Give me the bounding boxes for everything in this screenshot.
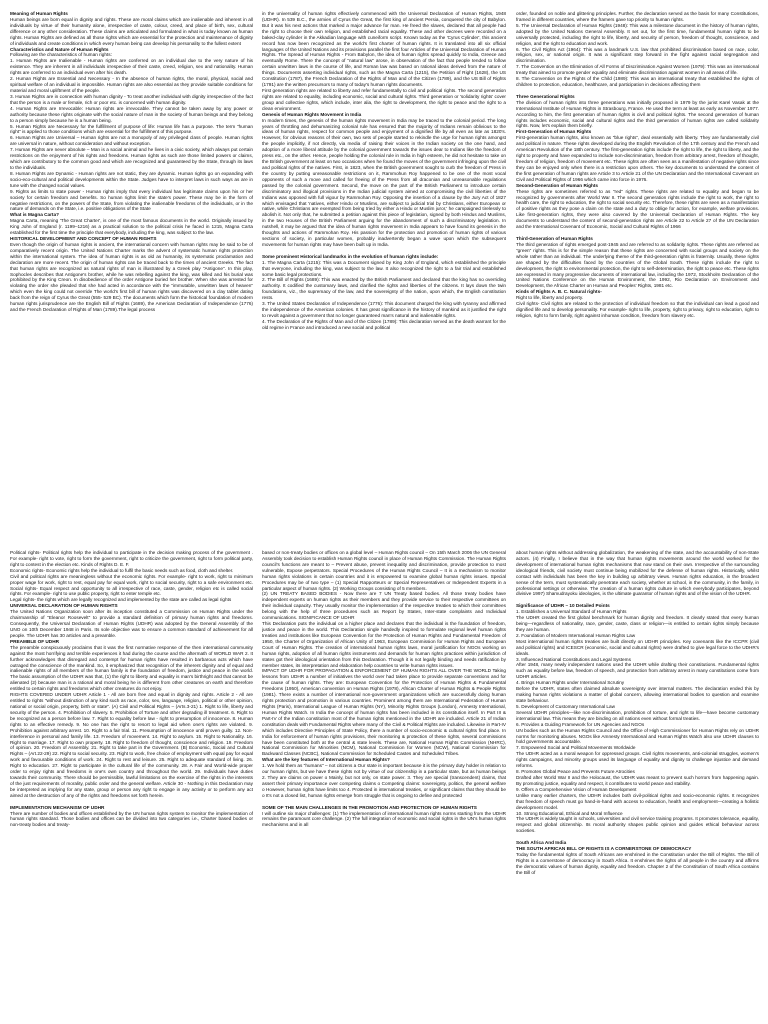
paragraph: Drafted after World War II and the Holocaust, the UDHR was meant to prevent such horrors from happening again. By promoting justice, equality and respect, it contributes to world peace and stability.: [516, 775, 759, 786]
paragraph: First generation rights are related to liberty and refer fundamentally to civil and political rights. The second generation rights are related to equality, including economic, social and cultural rights. Third generation or 'solidarity rights' cover group and collective rights, which include, inter alia, the right to development, the right to peace and the right to a clean environment.: [262, 87, 506, 111]
section-heading: Kinds of Rights A. B. C. Natural rights-: [516, 289, 602, 295]
paragraph: Magna Carta, meaning 'The Great Charter', is one of the most famous documents in the world. Originally issued by King John of England (r. 1199–1216) as a practical solution to the political crisis he faced in 1215, Magna Carta established for the first time the principle that everybody, including the king, was subject to the law.: [10, 218, 253, 236]
paragraph: Most international human rights treaties are built directly on UDHR principles. Key covenants like the ICCPR (civil and political rights) and ICESCR (economic, social and cultural rights) were drafted to give legal force to the UDHR's ideals.: [516, 638, 759, 656]
paragraph: 6. The Civil Rights Act (1964): This was a landmark U.S. law that prohibited discrimination based on race, color, religion, sex, or national origin. It was a significant step forward in the fight against racial segregation and discrimination.: [516, 46, 759, 64]
paragraph: First-generation human rights, also known as "blue rights", deal essentially with liberty. They are fundamentally civil and political in nature. These rights developed during the English Revolution of the 17th century and the French and American Revolution of the 18th century. The first-generation rights include the right to life, the right to liberty, and the right to property and have expanded to include non-discrimination, freedom from arbitrary arrest, freedom of thought, freedom of religion, freedom of movement etc. These rights are often seen as a manifestation of negative rights since they can be enjoyed only when there is a restriction upon others. The key documents to understand the content of the first generation of human rights are Article 3 to Article 21 of the UN Declaration and the International Covenant on Civil and Political Rights of 1966 which came into force in 1976.: [516, 135, 759, 182]
paragraph: 8. Human Rights are Dynamic - Human rights are not static, they are dynamic. Human rights go on expanding with socio-eco-cultural and political developments within the State. Judges have to interpret laws in such ways as are in tune with the changed social values.: [10, 170, 253, 188]
paragraph: 1. Human Rights are Inalienable - Human rights are conferred on an individual due to the very nature of his existence. They are inherent in all individuals irrespective of their caste, creed, religion, sex and nationality. Human rights are conferred to an individual even after his death.: [10, 58, 253, 76]
section-heading: Genesis of Human Rights Movement in India: [262, 111, 362, 117]
paragraph: 10. Strong Educational, Ethical and Moral Influence: [516, 810, 623, 816]
paragraph: After 1948, many newly independent nations used the UDHR while drafting their constitutions. Fundamental rights such as equality before law, freedom of speech, and protection from arbitrary arrest in many constitutions come from UDHR articles.: [516, 662, 759, 680]
paragraph: 2. Foundation of Modern International Human Rights Law: [516, 632, 636, 638]
paragraph: Unlike many earlier charters, the UDHR includes both civil-political rights and socio-economic rights. It recognizes that freedom of speech must go hand-in-hand with access to education, health and employment—creating a holistic development model.: [516, 792, 759, 810]
paragraph: There are number of bodies and offices established by the UN human rights system to monitor the implementation of human rights standard. Those bodies and offices can be divided into two categories i.e., Charter based bodies or non-treaty bodies and treaty-: [10, 810, 253, 828]
paragraph: The UDHR is widely taught in schools, universities and civil service training programs. It promotes tolerance, equality, respect and global citizenship. Its moral authority shapes public opinion and guides ethical behaviour across societies.: [516, 816, 759, 834]
section-heading: Three Generational Rights: [516, 93, 575, 99]
paragraph: (2) UN TREATY BASED BODIES - Now there are 7 UN Treaty based bodies. All those treaty bodies have independent experts on human rights as their members and they provide service to their respective committees on their individual capacity. They usually monitor the implementation of the respective treaties to which their committees belong with the help of three procedures such as Report by States, Inter-state complaints and Individual communications. SIGNIFICANCE OF UDHR: [262, 591, 506, 621]
paragraph: 3. The United States Declaration of Independence (1776): This document charged the king with tyranny and affirmed the independence of the American colonies. It has great significance in the history of mankind as it justified the right to revolt against a government that no longer guaranteed man's natural and inalienable rights.: [262, 301, 506, 318]
paragraph: 6. Human Rights are Universal – Human rights are not a monopoly of any privileged class of people. Human rights are universal in nature, without consideration and without exception.: [10, 135, 253, 147]
paragraph: Today the fundamental rights of South Africans are enshrined in the Constitution under the Bill of Rights. The Bill of Rights is a cornerstone of democracy in South Africa. It enshrines the rights of all people in the country and affirms the democratic values of human dignity, equality and freedom. Chapter 2 of the Constitution of South Africa contains the Bill of: [516, 851, 759, 875]
section-heading: Meaning of Human Rights: [10, 11, 68, 16]
paragraph: about human rights without addressing globalization, the weakening of the state, and the accountability of non-State actors. (4) Finally, I believe that in the way that human rights movements around the world worked for the development of international human rights mechanisms that now stand on their own. Irrespective of the surrounding ideological friends, civil society must continue being mobilized for the defense of human rights. Historically, whilst contact with individuals has been the key in building up arbitrary views. Human rights education, in the broadest sense of the term, must systematically penetrate each society, whether at school, in the community, in the family, in professional settings or otherwise. The creation of a human rights culture in which everybody participates, beyond divisive 1997) Shamudrayoku ideologies, is the ultimate guarantor of human rights and of the vision of the UDHR.: [516, 550, 759, 597]
paragraph: Following are the characteristics of human rights:: [10, 52, 112, 58]
section-heading: THE SOUTH AFRICAN BILL OF RIGHTS IS A CORNERSTONE OF DEMOCRACY: [516, 846, 692, 852]
paragraph: 7. Empowered Social and Political Movements Worldwide: [516, 745, 636, 751]
paragraph: The third generation of rights emerged post-1945 and are referred to as solidarity rights. These rights are referred as "green" rights. This is for the simple reason that these rights are concerned with social groups and society on the whole rather than an individual. The underlying theme of the third-generation rights is fraternity. Usually, these rights are shaped by the difficulties faced by the countries of the Global South. These rights include the right to development, the right to environmental protection, the right to self-determination, the right to peace etc. These rights are expressed in many progressive documents of international law, including the 1972, Stockholm Declaration of the United Nations Conference on the Human Environment, the 1992, Rio Declaration on Environment and Development, the African Charter on Human and Peoples' Rights, 1981 etc.: [516, 241, 759, 289]
paragraph: This Declaration puts the individual on a higher place and declares that the individual is the foundation of freedom, justice and peace in the world. This Declaration single handedly inspired to formulate regional level human rights treaties and institutions like European Convention for the Protection of Human Rights and Fundamental Freedom of 1950, the Charter of Organization of African Unity of 1963, European Commission for Human Rights and European Court of Human Rights. The creation of international human rights laws, moral justification for NGOs working on human rights, adoption of all human rights instruments and demands for human rights practices within jurisdiction of states got their ideological orientation from this Declaration. Though it is not legally binding and needs ratification by member states, its interpretation and elaboration help countries to write human rights issues.: [262, 621, 506, 668]
paragraph: 4. Human Rights are Irrevocable: Human rights are irrevocable. They cannot be taken away by any power or authority because these rights originate with the social nature of man in the society of human beings and they belong to a person simply because he is a human being.: [10, 105, 253, 123]
section-heading: Third-Generation of Human Rights: [516, 235, 593, 241]
paragraph: in the universality of human rights effectively commenced with the Universal Declaration of Human Rights, 1948 (UDHR). In 539 B.C., the armies of Cyrus the Great, the first king of ancient Persia, conquered the city of Babylon. But it was his next actions that marked a major advance for man. He freed the slaves, declared that all people had the right to choose their own religion, and established racial equality. These and other decrees were recorded on a baked-clay cylinder in the Akkadian language with cuneiform script. Known today as the 'Cyrus Cylinder', this ancient record has now been recognized as the world's first charter of human rights. It is translated into all six official languages of the United Nations and its provisions parallel the first four Articles of the Universal Declaration of Human Rights. The Spread of Human Rights - From Babylon, the idea of human rights spread quickly to India, Greece and eventually Rome. There the concept of "natural law" arose, in observation of the fact that people tended to follow certain unwritten laws in the course of life, and Roman law was based on rational ideas derived from the nature of things. Documents asserting individual rights, such as the Magna Carta (1215), the Petition of Right (1628), the US Constitution (1787), the French Declaration of the Rights of Man and of the Citizen (1789), and the US Bill of Rights (1791) are the written precursors to many of today's human rights documents.: [262, 11, 506, 88]
paragraph: I will outline six major challenges: (1) The implementation of international human rights norms starting from the UDHR remains the paramount core challenge. (2) The full integration of economic and social rights in the UN's human rights mechanisms and in all: [262, 810, 506, 828]
paragraph: 5. Development of Customary International Law: [516, 703, 616, 709]
paragraph: 1. We hold them as "humans" – not citizens a Our state is important because it is the primary duty holder in relation to our human rights, but we have these rights not by virtue of our citizenship in a particular state, but as human beings 2. They are claims on power o Mainly, but not only, on state power. 3. They are special (transcendent) claims, that assert their primary importance over competing claims o Competing claims: sovereignty, politics, the general welfare o However, human rights have limits too 4. Protected in international treaties, or significant claims that they should be o It's not a closed list, human rights emerge from struggle that is ongoing to define and protected: [262, 763, 506, 798]
paragraph: 8. The Convention on the Rights of the Child (1989): This was an international treaty that established the rights of children to protection, education, healthcare, and participation in decisions affecting them: [516, 76, 759, 88]
paragraph: These rights are sometimes referred to as "red" rights. These rights are related to equality and began to be recognized by governments after World War II. The second generation rights include the right to work, the right to health care, the right to education, the right to social security etc. Therefore, these rights are seen as a manifestation of positive rights as they pose a claim on the state and a duty to oblige for action, for example, welfare provisions. Like first-generation rights, they were also covered by the Universal Declaration of Human Rights. The key documents to understand the content of second-generation rights are Article 22 to Article 27 of the UN Declaration and the International Covenant of Economic, Social and Cultural Rights of 1966: [516, 188, 759, 230]
paragraph: RIGHTS COVERED UNDER UDHR Article 1 - All are born free and equal in dignity and rights. Article 2 - All are entitled to rights "without distinction of any kind such as race, color, sex, language, religion, political or other opinion, national or social origin, property, birth or state". (A) Civil and Political Rights – (Arts.3-21) 1. Right to life, liberty and security of the person. 4. Prohibition of slavery. 5. Prohibition of Torture and other degrading ill treatment. 6. Right to be recognized as a person before law. 7. Right to equality before law - right to presumption of innocence. 8. Human rights to an effective remedy. 9. No one has the right to resort to legal aid when one's rights are violated. 9. Prohibition against arbitrary arrest. 10. Right to a fair trial. 11. Presumption of innocence until proven guilty. 12. Non-interference in personal and family life. 13. Freedom of movement. 14. Right to asylum. 15. Right to Nationality. 16. Right to marriage. 17. Right to own property. 18. Right to freedom of thought, conscience and religion. 19. Freedom of opinion. 20. Freedom of Assembly. 21. Right to take part in the Government. (B) Economic, Social and Cultural Rights – (Art.22-29) 22. Right to social security. 23. Right to work, free choice of employment with equal pay for equal work and favourable conditions of work. 24. Right to rest and leisure. 25. Right to adequate standard of living. 26. Right to education. 27. Right to participate in the cultural life of the community. 28. A Fair and World-wide proper order to enjoy rights and freedoms in one's own country and throughout the world. 29. Individuals have duties towards their community. There should be permissible, lawful limitations on the exercise of the rights in the interests of the just requirements of morality, public order and the general welfare. Article 30 - Nothing in this Declaration may be interpreted as implying for any state, group or person any right to engage in any activity or to perform any act aimed at the destruction of any of the rights and freedoms set forth herein.: [10, 692, 253, 798]
paragraph: 2. The Bill of Rights (1689): This was enacted by the British Parliament and declared that the king has no overriding authority. It codified the customary laws, and clarified the rights and liberties of the citizens. It lays down the twin foundations, viz., the supremacy of the law, and the sovereignty of the nation, upon which, the English constitution rests.: [262, 277, 506, 301]
paragraph: The UDHR created the first global benchmark for human dignity and freedom. It clearly stated that every human being—regardless of nationality, race, gender, caste, class or religion—is entitled to certain rights simply because they are human.: [516, 615, 759, 632]
paragraph: 9. Rights as limits to state power - Human rights imply that every individual has legitimate claims upon his or her society for certain freedom and benefits. So human rights limit the state's power. These may be in the form of negative restrictions, on the powers of the State, from violating the inalienable freedoms of the individuals, or in the nature of demands on the State, i.e. positive obligations of the State: [10, 188, 253, 212]
paragraph: 1. Establishes a Universal Standard of Human Rights: [516, 609, 627, 615]
column-3: [516, 11, 759, 383]
paragraph: 9. Offers a Comprehensive Vision of Human Development: [516, 786, 637, 792]
section-heading: First-Generation of Human Rights: [516, 129, 592, 135]
paragraph: based or non-treaty bodies or offices on a global level – Human Rights council – On 15th March 2006 the UN General Assembly took decision to establish Human Rights council in place of Human Rights Commission. The Human Rights council's functions are meant to – Prevent abuse, prevent inequality and discrimination, provide protection to most vulnerable, Expose perpetrators. Special Procedures of the Human Rights Council – It is a mechanism to monitor human rights violations in certain countries and it is empowered to examine global human rights issues. Special Procedures may be of two type – (1) Special Rapporteurs or Special Representatives or Independent Experts in a particular aspect of human rights. (2) Working Groups consisting of 5 members.: [262, 550, 506, 591]
section-heading: Some prominent Historical landmarks in the evolution of human rights include:: [262, 253, 439, 259]
section-heading: What are the key features of International Human Rights?: [262, 757, 390, 763]
paragraph: Human beings are born equal in dignity and rights. These are moral claims which are inalienable and inherent in all individuals by virtue of their humanity alone, irrespective of caste, colour, creed, and place of birth, sex, cultural difference or any other consideration. These claims are articulated and formulated in what is today known as human rights. Human Rights are defined as all those rights which are essential for the protection and maintenance of dignity of individuals and create conditions in which every human being can develop his personality to the fullest extent: [10, 16, 253, 46]
paragraph: 7. The Convention on the Elimination of All Forms of Discrimination Against Women (1979): This was an international treaty that aimed to promote gender equality and eliminate discrimination against women in all areas of life.: [516, 64, 759, 76]
paragraph: 5. Human Rights are Necessary for the fulfillment of purpose of life: Human life has a purpose. The term "human right" is applied to those conditions which are essential for the fulfillment of this purpose.: [10, 123, 253, 135]
section-heading: What is Magna Carta?: [10, 212, 59, 218]
paragraph: Right to life, liberty and property.: [516, 295, 584, 301]
paragraph: 4. The Declaration of the Rights of Man and of the Citizen (1789): This declaration served as the death warrant for the old regime in France and introduced a new social and political: [262, 318, 506, 330]
section-heading: IMPLEMENTATION MECHANISM OF UDHR: [10, 804, 105, 810]
paragraph: Legal rights- the rights which are legally recognized and implemented by the state are called as legal rights: [10, 597, 232, 603]
paragraph: UN bodies such as the Human Rights Council and the Office of High Commissioner for Human Rights rely on UDHR norms for monitoring abuses. NGOs like Amnesty International and Human Rights Watch also use UDHR clauses to hold governments accountable.: [516, 727, 759, 745]
paragraph: 2. Human Rights are Essential and Necessary - In the absence of human rights, the moral, physical, social and spiritual welfare of an individual is impossible. Human rights are also essential as they provide suitable conditions for material and moral upliftment of the people.: [10, 76, 253, 93]
section-heading: UNIVERSAL DECLARATION OF HUMAN RIGHTS: [10, 603, 118, 609]
section-heading: HISTORICAL DEVELOPMENT AND CONCEPT OF HUMAN RIGHTS: [10, 236, 157, 242]
section-heading: Second-Generation of Human Rights: [516, 182, 599, 188]
paragraph: The division of human rights into three generations was initially proposed in 1979 by the jurist Karel Vasak at the International Institute of Human Rights in Strasbourg, France. He used the term at least as early as November 1977. According to him, the first generation of human rights is civil and political rights. The second generation of human rights includes economic, social and cultural rights and the third generation of human rights are called solidarity rights. Now, let's explain them briefly.: [516, 99, 759, 129]
section-heading: Significance of UDHR – 10 Detailed Points: [516, 603, 610, 609]
paragraph: IMPACT OF UDHR FOR PROPAGATION & ENFORCEMENT OF HUMAN RIGHTS ALL OVER THE WORLD Taking lessons from UDHR a number of initiatives the world over had taken place to provide separate conventions and for the cause of human rights. They are: European Convention for the Protection of Human Rights & Fundamental Freedoms (1950), American convention on Human Rights (1978), African Charter of Human Rights & People Rights (1981). There exists a number of international non-government organizations which are successfully doing human rights protection and promotion in various countries. Prominent among them are International Federation of Human Rights (Paris), International League of Human Rights (NY), Minority Rights Groups (London), Amnesty International, Human Rights Watch. In India the concept of human rights has been included in its constitution itself. In Part III & Part-IV of the Indian constitution most of the human rights mentioned in the UDHR are included. Article 21 of Indian constitution deals with Fundamental Rights where many of the Civil & Political Rights are included. Likewise in Part-IV which includes Directive Principles of State Policy, there a number of socio-economic & cultural rights find place. In India for enforcement of human rights provisions, their monitoring & protection of these rights, several commissions have been constituted both at the central & state levels. These are, National Human Rights Commission (NHRC), National Commission for Minorities (NCM), National Commission for Women (NCW), National Commission for Backward Classes (NCBC), National Commission for Scheduled Castes and Scheduled Tribes.: [262, 668, 506, 757]
paragraph: The preamble conspicuously proclaims that it was the first normative response of the then international community against the most horrifying and terrible experiences it had during the course and the aftermath of WORLD WAR 2. It further acknowledges that disregard and contempt for human rights have resulted in barbarous acts which have outraged the conscience of the mankind. So, it emphasized that recognition of the inherent dignity and of equal and inalienable rights of all members of the human family is the foundation of freedom, justice and peace in the world. The basic assumption of the UDHR was that, (1) the right to liberty and equality is man's birthright and that cannot be alienated (2) because man is a rational and moral being he is different from other creatures on earth and therefore entitled to certain rights and freedoms which other creatures do not enjoy.: [10, 644, 253, 692]
paragraph: Even though the origin of human rights is ancient, the international concern with human rights may be said to be of comparatively recent origin. The United Nations Charter marks the advent of systematic human rights protection within the international system. The idea of human rights is as old as humanity, its systematic proclamation and declaration are more recent. The origin of human rights can be traced back to the times of ancient Greeks. The fact that human rights are recognized as natural rights of man is illustrated by a Greek play "Antigone". In this play, Sophocles describes that Antigone's brother, while he was rebelling against the king, was killed and his burial was prohibited by the King Creon. In disobedience of the order Antigone buried her brother. When she was arrested for violating the order she pleaded that she had acted in accordance with the "immutable, unwritten laws of heaven" which even the king could not override The world's first bill of human rights was discovered on a clay tablet dating back from the reign of Cyrus the Great (555- 529 BC). The documents which form the historical foundation of modern human rights jurisprudence are the English Bill of Rights (1689), the American Declaration of Independence (1776) and the French Declaration of Rights of Man (1789).The legal process: [10, 241, 253, 313]
paragraph: 3. Human Rights are in connection with human dignity - To treat another individual with dignity irrespective of the fact that the person is a male or female, rich or poor etc. is concerned with human dignity.: [10, 93, 253, 105]
section-heading: SOME OF THE MAIN CHALLENGES IN THE PROMOTION AND PROTECTION OF HUMAN RIGHTS: [262, 804, 477, 810]
paragraph: 5. The Universal Declaration of Human Rights (1948): This was a milestone document in the history of human rights, adopted by the United Nations General Assembly. It set out, for the first time, fundamental human rights to be universally protected, including the right to life, liberty, and security of person, freedom of thought, conscience, and religion, and the right to education and work.: [516, 22, 759, 46]
paragraph: 1. The Magna Carta (1215): This was a Document signed by King John of England, which established the principle that everyone, including the king, was subject to the law. It also recognized the right to a fair trial and established some basic legal protections.: [262, 259, 506, 277]
column-2: [262, 11, 506, 383]
section-heading: PREAMBLE OF UDHR: [10, 638, 59, 644]
paragraph: Before the UDHR, states often claimed absolute sovereignty over internal matters. The declaration ended this by making human rights violations a matter of global concern, allowing international bodies to question and examine state behaviour.: [516, 686, 759, 704]
paragraph: 3. Influenced National Constitutions and Legal Systems: [516, 656, 631, 662]
paragraph: Civil and political rights are meaningless without the economic rights. For example- right to work, right to minimum proper wage for work, right to rest, equal pay for equal work, right to social security, right to a safe environment etc. Social rights- Equal respect and opportunity to all irrespective of race, caste, gender, religion etc is called social rights. For example- right to use public property, right to enter temple etc.: [10, 573, 253, 597]
paragraph: Economic rights- Economic rights help the individual to fulfil the basic needs such as food, cloth and shelter.: [10, 567, 234, 573]
paragraph: Several UDHR principles—like non-discrimination, prohibition of torture, and right to life—have become customary international law. This means they are binding on all nations even without formal treaties.: [516, 709, 759, 721]
section-heading: South Africa And India: [516, 840, 567, 846]
column-5: [262, 550, 506, 1022]
paragraph: Civil rights- Civil rights are related to the protection of individual freedom so that the individual can lead a good and dignified life and to develop personality. For example- right to life, property, right to privacy, right to education, right to religion, right to form family, right against inhuman condition, freedom from slavery etc.: [516, 301, 759, 318]
column-4: [10, 550, 253, 1022]
paragraph: 6. Provides a Guiding Framework for UN Agencies and NGOs: [516, 721, 645, 727]
paragraph: 4. Brings Human Rights under International Scrutiny: [516, 680, 625, 686]
paragraph: 8. Promotes Global Peace and Prevents Future Atrocities: [516, 769, 635, 775]
paragraph: order, founded on noble and glittering principles. Further, the declaration served as the basis for many Constitutions, framed in different countries, where the framers gave top priority to human rights.: [516, 11, 759, 22]
paragraph: Political rights- Political rights help the individual to participate in the decision making process of the government . For example- right to vote, right to form the government, right to criticize the government, right to form political party, right to contest in the election etc. Kinds of Rights D. E. F.: [10, 550, 253, 567]
paragraph: In modern times, the genesis of the human rights movement in India may be traced to the colonial period. The long years of throttling and dehumanizing colonial rule has ensured that the majority of Indians remain oblivious to the ideas of human rights, respect for common people and enjoyment of a dignified life by all even as late as 1820's. However, for obvious reasons of their own, two sets of people started to rekindle the urge for human rights amongst the people implicitly, if not directly, via media of raising their voices in the Indian society on the one hand, and adoption of a more liberal attitude by the colonial government towards the issues dear to Indians like the freedom of press etc., on the other. Hence, people holding the colonial rule in India in high esteem, he did not hesitate to take on the British government at least on two occasions when he found the moves of the government infringing upon the civil and political rights of the natives. First, in 1823, when the British government sought to curb the freedom of Press in the country by putting unreasonable restrictions on it, Rammohun Roy happened to be one of the most vocal opponents of such a move and called for freeing of the Press from all draconian and unreasonable regulations passed by the colonial government. Second, the move on the part of the British Parliament to introduce certain discriminatory and illogical provisions in the Indian judicial system aimed at compromising the civil liberties of the Indians was opposed with full vigour by Rammohan Roy. Opposing the insertion of a clause by the Jury Act of 1827 which envisaged that 'natives, either Hindu or Muslims, are subject to judicial trial by Christians, either European or native, while Christians are exempted from being tried by either a Hindu or Muslim juror,' he campaigned tirelessly to abolish it. Not only that, he submitted a petition against this piece of legislation, signed by both Hindus and Muslims, in the two Houses of the British Parliament arguing for the abandonment of such a discriminatory legislation. In nutshell, it may be argued that the idea of human rights movement in India appears to have found its genesis in the thoughts and actions of Rammohan Roy. His passion for the protection and promotion of human rights of various sections of society, in particular women, probably inadvertently began a wave upon which the subsequent movements for human rights may have been built up in India.: [262, 117, 506, 247]
paragraph: 7. Human Rights are never absolute – Man is a social animal and he lives in a civic society, which always put certain restrictions on the enjoyment of his rights and freedoms. Human rights as such are those limited powers or claims, which are contributory to the common good and which are recognized and guaranteed by the State, through its laws to the individuals.: [10, 147, 253, 170]
paragraph: The United Nations Organization soon after its inception constituted a Commission on Human Rights under the chairmanship of "Eleanor Roosevelt" to provide a standard definition of primary human rights and freedoms. Consequently, the Universal Declaration of Human Rights (UDHR) was adopted by the General Assembly of the UNO on 10th December 1948 in Paris. Its sole objective was to ensure a common standard of achievement for all people. The UDHR has 30 articles and a preamble.: [10, 609, 253, 638]
column-6: [516, 550, 759, 1022]
paragraph: The UDHR acted as a moral weapon for oppressed groups. Civil rights movements, anti-colonial struggles, women's rights campaigns, and minority groups used its language of equality and dignity to challenge injustice and demand reforms.: [516, 751, 759, 769]
section-heading: Characteristics and Nature of Human Rights: [10, 46, 109, 52]
column-1: [10, 11, 253, 383]
